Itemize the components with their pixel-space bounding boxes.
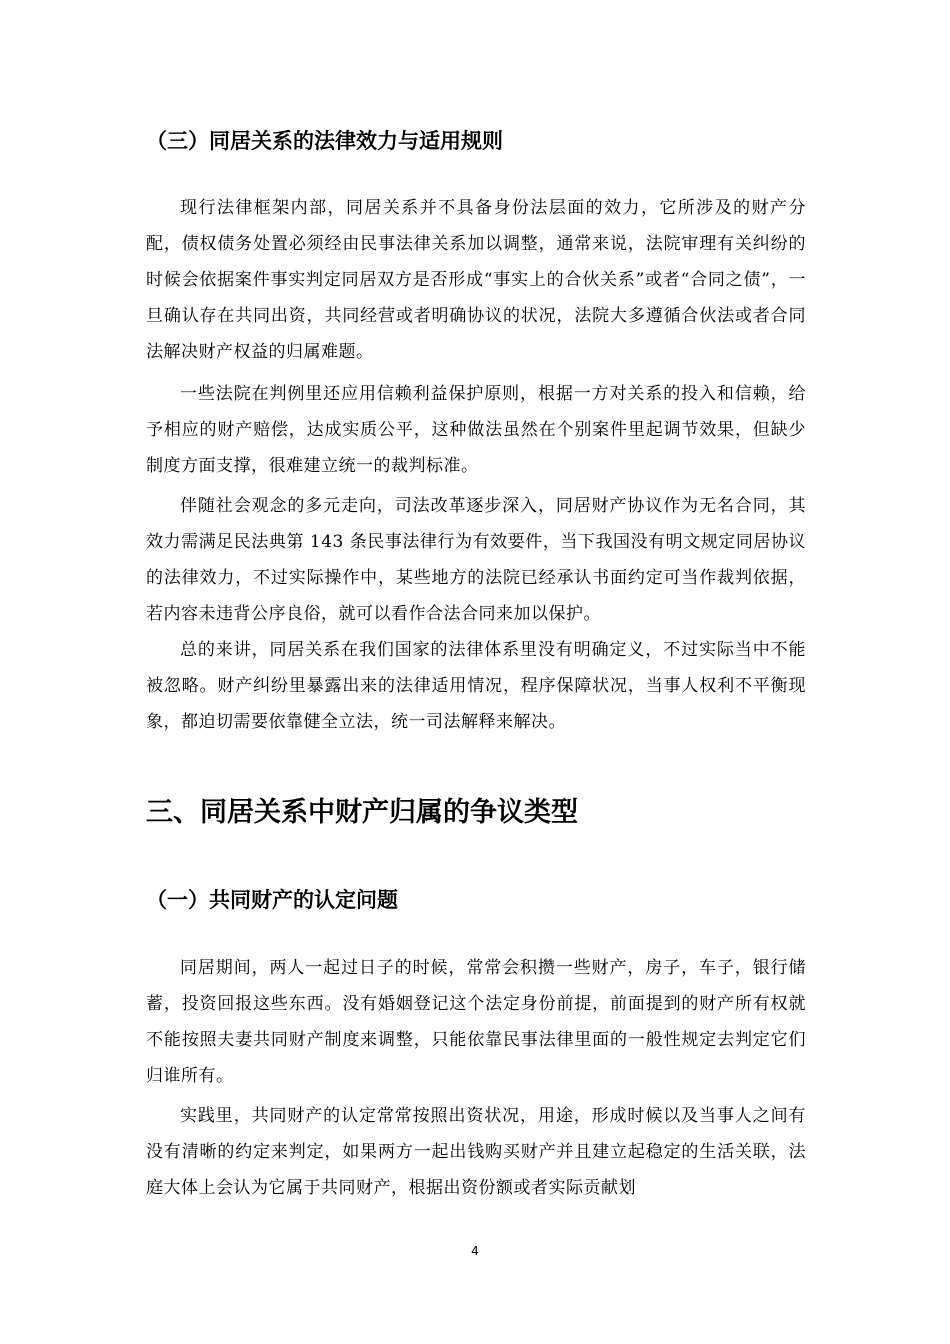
paragraph: 实践里，共同财产的认定常常按照出资状况，用途，形成时候以及当事人之间有没有清晰的约定来判定，如果两方一起出钱购买财产并且建立起稳定的生活关联，法庭大体上会认为它属于共同财产，根据出资份额或者实际贡献划 (146, 1106, 806, 1198)
chapter-heading-3: 三、同居关系中财产归属的争议类型 (146, 797, 578, 828)
section-heading-3-1: （一）共同财产的认定问题 (146, 888, 398, 912)
paragraph: 伴随社会观念的多元走向，司法改革逐步深入，同居财产协议作为无名合同，其效力需满足民法典第 143 条民事法律行为有效要件，当下我国没有明文规定同居协议的法律效力，不过实际操作中，某些地方的法院已经承认书面约定可当作裁判依据，若内容未违背公序良俗，就可以看作合法合同来加以保护。 (146, 496, 806, 624)
paragraph: 总的来讲，同居关系在我们国家的法律体系里没有明确定义，不过实际当中不能被忽略。财产纠纷里暴露出来的法律适用情况，程序保障状况，当事人权利不平衡现象，都迫切需要依靠健全立法，统一司法解释来解决。 (146, 640, 806, 732)
page-number: 4 (471, 1244, 479, 1258)
section-heading-3-3: （三）同居关系的法律效力与适用规则 (146, 129, 503, 153)
paragraph: 现行法律框架内部，同居关系并不具备身份法层面的效力，它所涉及的财产分配，债权债务处置必须经由民事法律关系加以调整，通常来说，法院审理有关纠纷的时候会依据案件事实判定同居双方是否形成“事实上的合伙关系”或者“合同之债”，一旦确认存在共同出资，共同经营或者明确协议的状况，法院大多遵循合伙法或者合同法解决财产权益的归属难题。 (146, 198, 806, 362)
paragraph: 一些法院在判例里还应用信赖利益保护原则，根据一方对关系的投入和信赖，给予相应的财产赔偿，达成实质公平，这种做法虽然在个别案件里起调节效果，但缺少制度方面支撑，很难建立统一的裁判标准。 (146, 384, 806, 476)
paragraph: 同居期间，两人一起过日子的时候，常常会积攒一些财产，房子，车子，银行储蓄，投资回报这些东西。没有婚姻登记这个法定身份前提，前面提到的财产所有权就不能按照夫妻共同财产制度来调整，只能依靠民事法律里面的一般性规定去判定它们归谁所有。 (146, 958, 806, 1086)
